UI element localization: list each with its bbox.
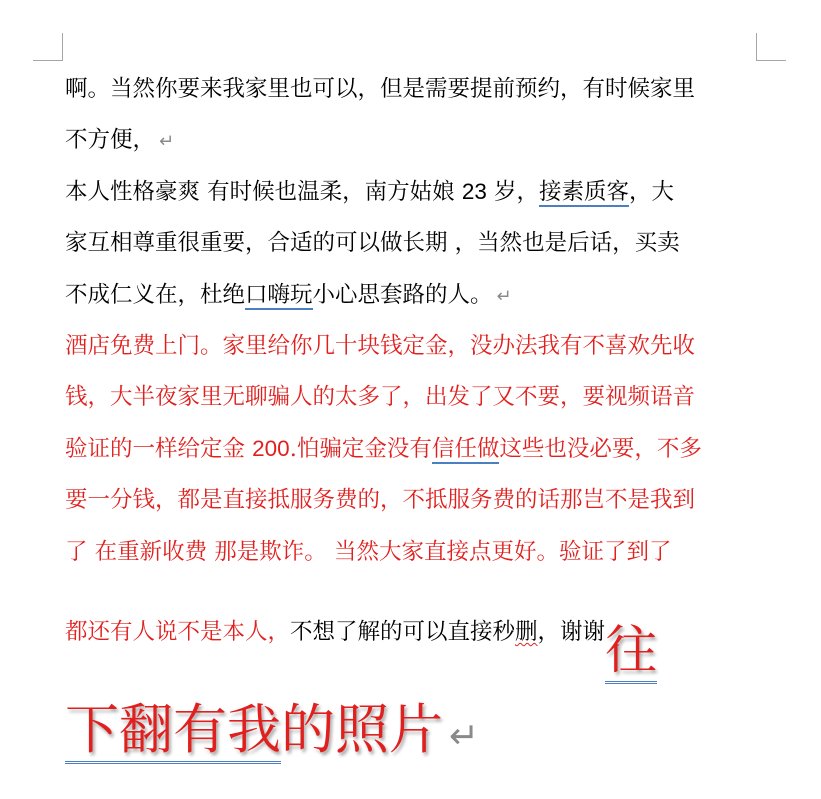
- text-line: [65, 171, 765, 222]
- crop-mark-top-left-v: [62, 33, 63, 61]
- paragraph1-line1: 啊。当然你要来我家里也可以，但是需要提前预约，有时候家里: [65, 76, 696, 102]
- large-rest-part: 的照片: [281, 697, 443, 761]
- paragraph-mark-icon: ↵: [159, 131, 175, 153]
- paragraph2-line1-c: ，大: [629, 178, 675, 205]
- large-red-char: 往: [605, 621, 657, 684]
- spelling-flagged-char[interactable]: 删: [515, 618, 538, 645]
- large-red-phrase: [65, 682, 443, 778]
- paragraph-mark-icon: ↵: [449, 715, 480, 757]
- paragraph3-line6-black-a: 不想了解的可以直接秒: [290, 618, 516, 645]
- crop-mark-top-right-v: [756, 33, 757, 61]
- grammar-underlined-phrase[interactable]: 接素质客: [539, 178, 630, 205]
- paragraph2-line1-a: 本人性格豪爽 有时候也温柔，南方姑娘: [65, 178, 462, 205]
- crop-mark-top-right-h: [756, 60, 786, 61]
- age-number: 23: [461, 178, 487, 204]
- text-line: [65, 428, 765, 479]
- paragraph3-line6-red: 都还有人说不是本人，: [65, 618, 291, 645]
- paragraph3-line3-c: 这些也没必要，不多: [499, 435, 702, 462]
- paragraph3-line6-black-b: ，谢谢: [537, 618, 606, 645]
- grammar-underlined-phrase[interactable]: 口嗨玩: [245, 281, 313, 308]
- text-line: [65, 376, 765, 427]
- text-line: [65, 479, 765, 530]
- paragraph3-line4: 要一分钱，都是直接抵服务费的，不抵服务费的话那岂不是我到: [65, 487, 696, 514]
- paragraph1-line2: 不方便，: [65, 127, 156, 154]
- paragraph3-line1: 酒店免费上门。家里给你几十块钱定金，没办法我有不喜欢先收: [65, 332, 696, 359]
- text-line: [65, 531, 765, 582]
- document-body[interactable]: [65, 68, 765, 778]
- paragraph3-line3-b: .怕骗定金没有: [289, 435, 432, 462]
- text-line: [65, 274, 765, 325]
- paragraph2-line2: 家互相尊重很重要，合适的可以做长期 ，当然也是后话，买卖: [65, 230, 680, 257]
- paragraph2-line1-b: 岁，: [486, 178, 539, 205]
- paragraph3-line5: 了 在重新收费 那是欺诈。 当然大家直接点更好。验证了到了: [65, 538, 672, 565]
- text-line-with-large-char: [65, 582, 765, 682]
- paragraph3-line2: 钱，大半夜家里无聊骗人的太多了，出发了又不要，要视频语音: [65, 384, 696, 411]
- large-underlined-part[interactable]: 下翻有我: [65, 698, 281, 764]
- text-line: [65, 222, 765, 273]
- text-line: [65, 119, 765, 170]
- paragraph-mark-icon: ↵: [496, 285, 512, 307]
- text-line: [65, 68, 765, 119]
- paragraph2-line3-a: 不成仁义在，杜绝: [65, 281, 246, 308]
- paragraph2-line3-b: 小心思套路的人。: [312, 281, 493, 308]
- paragraph3-line3-a: 验证的一样给定金: [65, 435, 253, 462]
- grammar-underlined-phrase[interactable]: 信任做: [431, 435, 500, 462]
- text-line-large: [65, 682, 765, 778]
- deposit-number: 200: [252, 435, 290, 461]
- text-line: [65, 325, 765, 376]
- crop-mark-top-left-h: [33, 60, 62, 61]
